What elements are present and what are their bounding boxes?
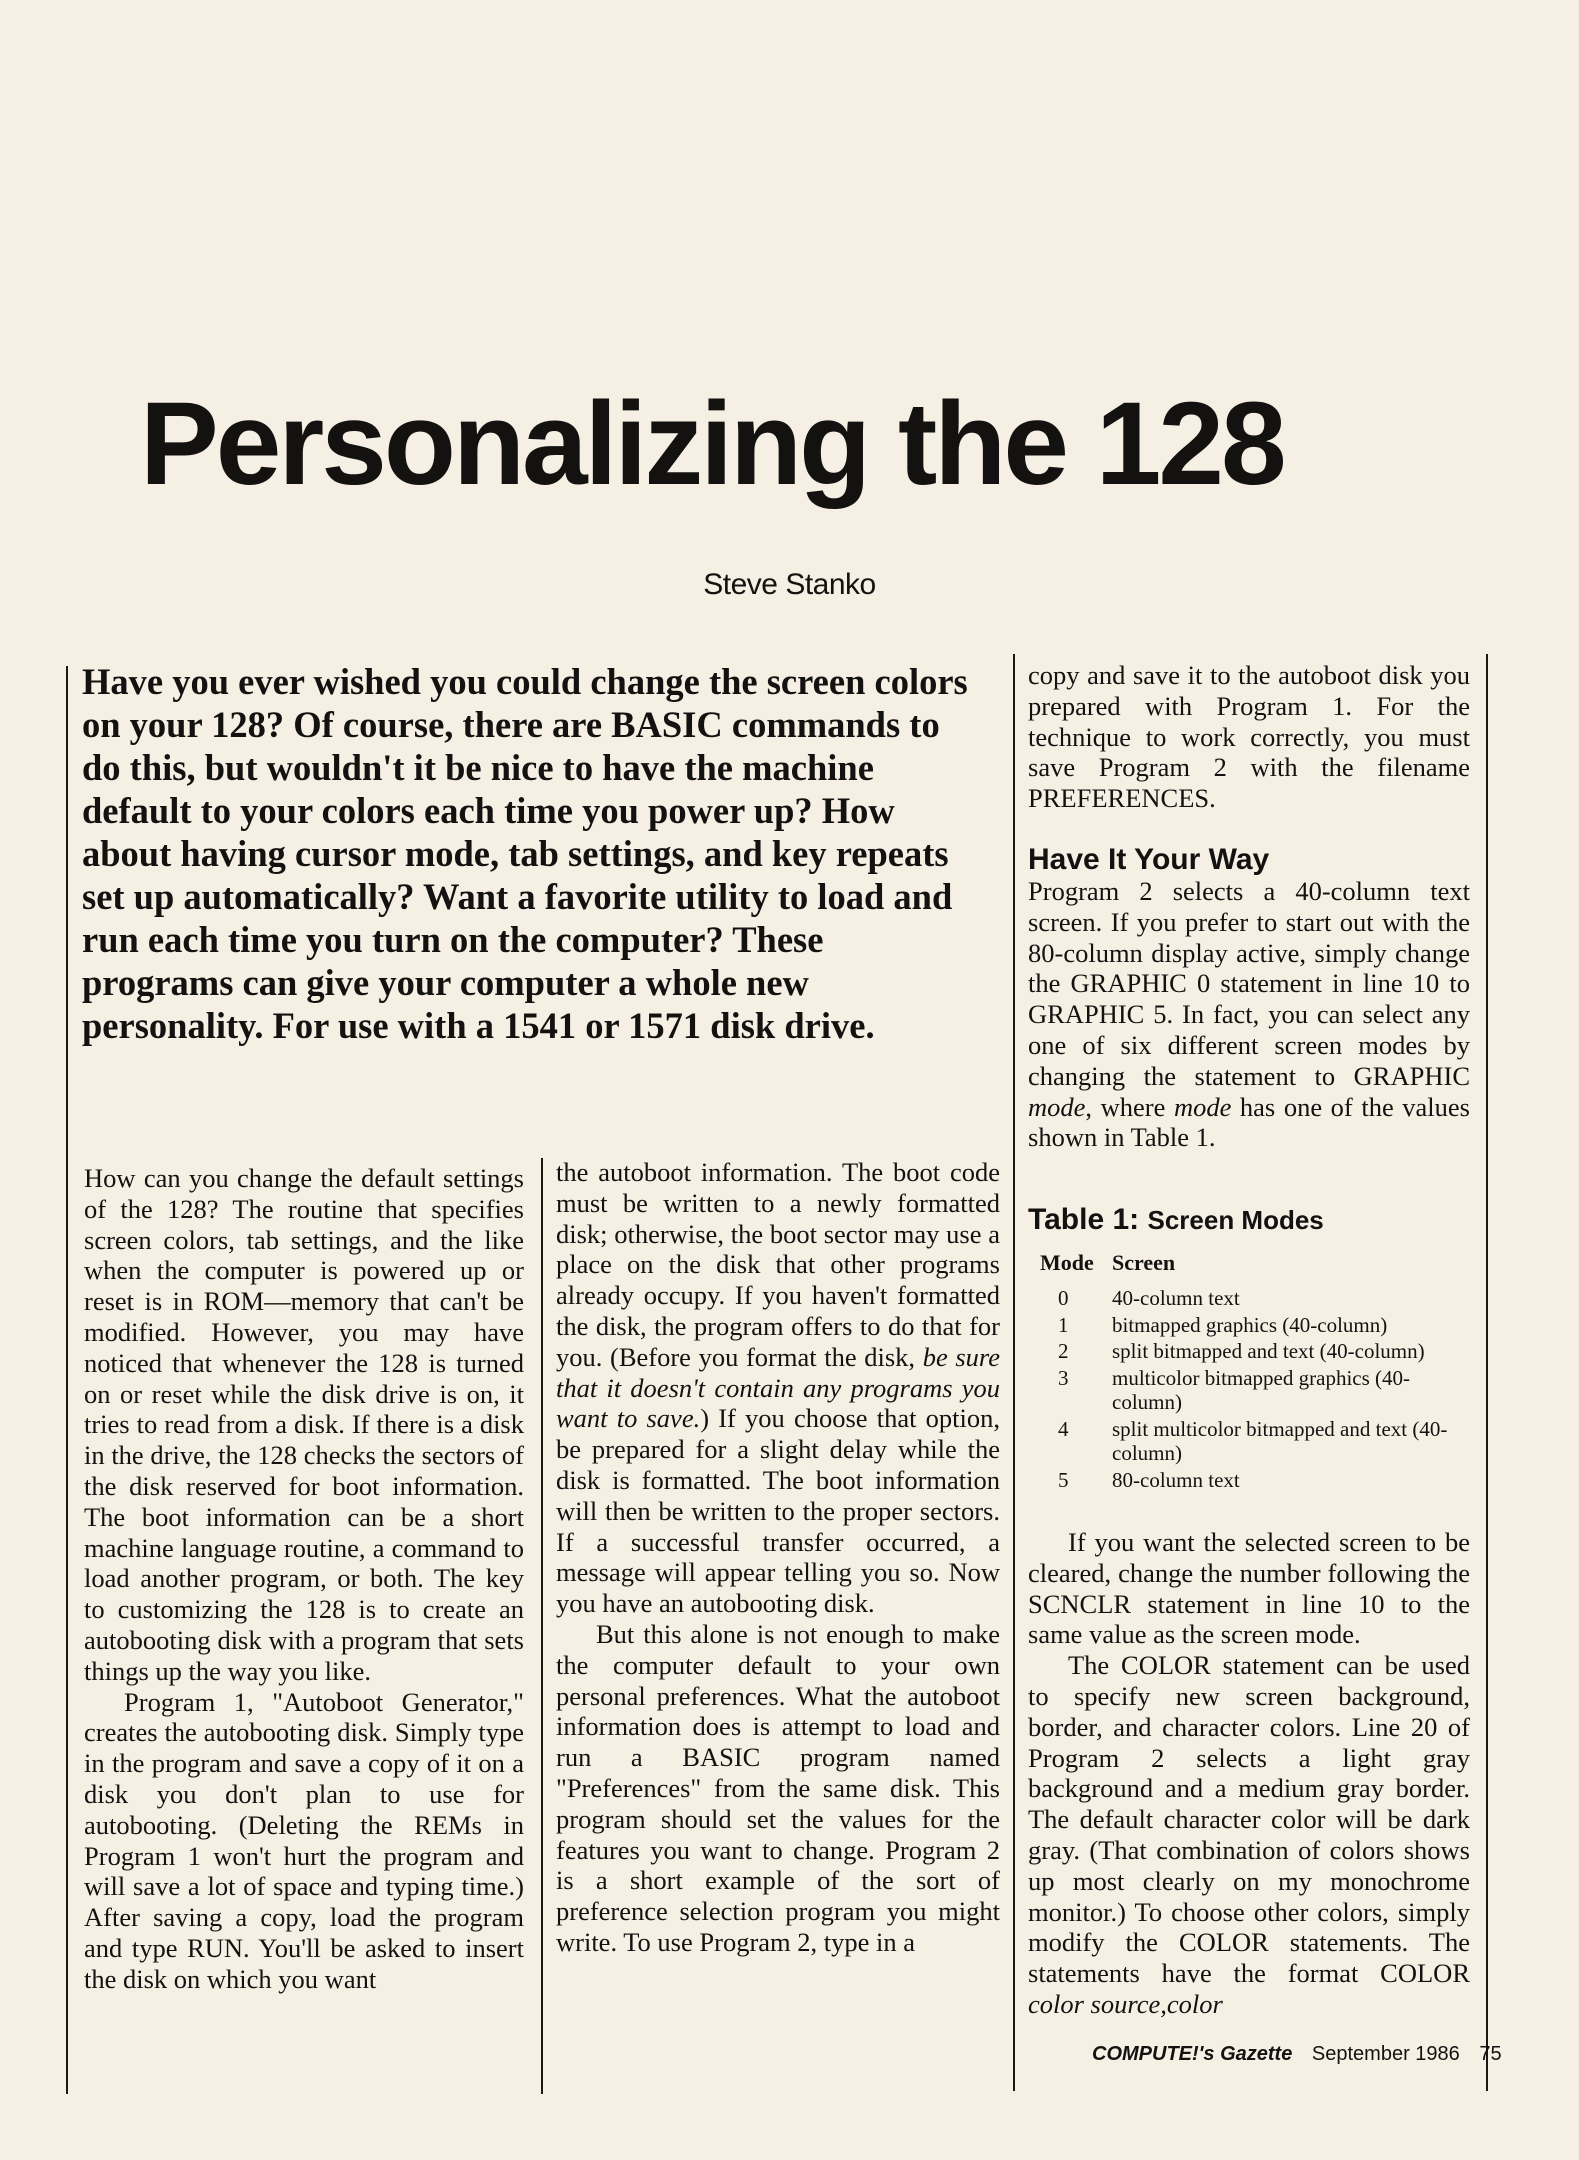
paragraph: Program 2 selects a 40-column text screen. If you prefer to start out with the 80-column display active, simply change the GRAPHIC 0 statement in line 10 to GRAPHIC 5. In fact, you can select any one of six different screen modes by changing the statement to GRAPHIC mode, where mode has one of the values shown in Table 1. [1028,876,1470,1153]
page-footer [1092,2043,1516,2066]
table-row [1058,1339,1458,1364]
table-cell-mode: 3 [1058,1365,1069,1390]
paragraph: How can you change the default settings of the 128? The routine that specifies screen colors, tab settings, and the like when the computer is powered up or reset is in ROM—memory that can't be modified. However, you may have noticed that whenever the 128 is turned on or reset while the disk drive is on, it tries to read from a disk. If there is a disk in the drive, the 128 checks the sectors of the disk reserved for boot information. The boot information can be a short machine language routine, a command to load another program, or both. The key to customizing the 128 is to create an autobooting disk with a program that sets things up the way you like. [84,1163,524,1686]
column-rule-1 [541,1158,543,2094]
table-cell-mode: 2 [1058,1339,1069,1363]
column-rule-2 [1013,654,1015,2091]
table-row [1058,1417,1458,1466]
table-header-mode: Mode [1040,1250,1094,1275]
table-header-screen: Screen [1112,1250,1176,1275]
table-cell-screen: 40-column text [1112,1286,1240,1310]
table-cell-mode: 0 [1058,1286,1069,1310]
page-number: 75 [1479,2043,1502,2065]
paragraph: But this alone is not enough to make the computer default to your own personal preferences. What the autoboot information does is attempt to load and run a BASIC program named "Preferences" from the same disk. This program should set the values for the features you want to change. Program 2 is a short example of the sort of preference selection program you might write. To use Program 2, type in a [556,1618,1000,1957]
column-2 [556,1157,1000,1958]
article-title: Personalizing the 128 [140,378,1284,510]
column-3-top [1028,660,1470,814]
paragraph: Program 1, "Autoboot Generator," creates the autobooting disk. Simply type in the program and save a copy of it on a disk you don't plan to use for autobooting. (Deleting the REMs in Program 1 won't hurt the program and will save a lot of space and typing time.) After saving a copy, load the program and type RUN. You'll be asked to insert the disk on which you want [84,1686,524,1994]
table-title: Table 1: Screen Modes [1028,1203,1324,1236]
byline: Steve Stanko [703,568,876,601]
table-cell-screen: split bitmapped and text (40-column) [1112,1339,1425,1363]
table-row [1058,1313,1458,1338]
table-cell-screen: 80-column text [1112,1467,1240,1492]
section-heading: Have It Your Way [1028,843,1270,876]
table-header [1040,1250,1175,1276]
paragraph: copy and save it to the autoboot disk you prepared with Program 1. For the technique to work correctly, you must save Program 2 with the filename PREFERENCES. [1028,660,1470,814]
column-rule-right [1486,654,1488,2091]
column-3-bottom [1028,1527,1470,2020]
table-row [1058,1286,1458,1311]
table-cell-screen: split multicolor bitmapped and text (40-column) [1112,1416,1448,1465]
paragraph: If you want the selected screen to be cleared, change the number following the SCNCLR statement in line 10 to the same value as the screen mode. [1028,1527,1470,1650]
column-1 [84,1163,524,1995]
paragraph: The COLOR statement can be used to specify new screen background, border, and character colors. Line 20 of Program 2 selects a light gray background and a medium gray border. The default character color will be dark gray. (That combination of colors shows up most clearly on my monochrome monitor.) To choose other colors, simply modify the COLOR statements. The statements have the format COLOR color source,color [1028,1650,1470,2019]
table-row [1058,1468,1458,1493]
table-cell-screen: bitmapped graphics (40-column) [1112,1312,1388,1337]
table-row [1058,1366,1458,1415]
paragraph: the autoboot information. The boot code must be written to a newly formatted disk; otherwise, the boot sector may use a place on the disk that other programs already occupy. If you haven't formatted the disk, the program offers to do that for you. (Before you format the disk, be sure that it doesn't contain any programs you want to save.) If you choose that option, be prepared for a slight delay while the disk is formatted. The boot information will then be written to the proper sectors. If a successful transfer occurred, a message will appear telling you so. Now you have an autobooting disk. [556,1157,1000,1619]
table-cell-screen: multicolor bitmapped graphics (40-column) [1112,1365,1411,1414]
table-cell-mode: 5 [1058,1467,1069,1492]
column-3-mid [1028,876,1470,1153]
magazine-name: COMPUTE!'s Gazette [1092,2043,1293,2065]
table-cell-mode: 1 [1058,1312,1069,1337]
issue-date: September 1986 [1311,2043,1460,2065]
column-rule-left [66,666,68,2094]
intro-deck: Have you ever wished you could change the screen colors on your 128? Of course, there are BASIC commands to do this, but wouldn't it be nice to have the machine default to your colors each time you power up? How about having cursor mode, tab settings, and key repeats set up automatically? Want a favorite utility to load and run each time you turn on the computer? These programs can give your computer a whole new personality. For use with a 1541 or 1571 disk drive. [82,661,968,1046]
table-cell-mode: 4 [1058,1416,1069,1441]
table-body [1058,1286,1458,1494]
